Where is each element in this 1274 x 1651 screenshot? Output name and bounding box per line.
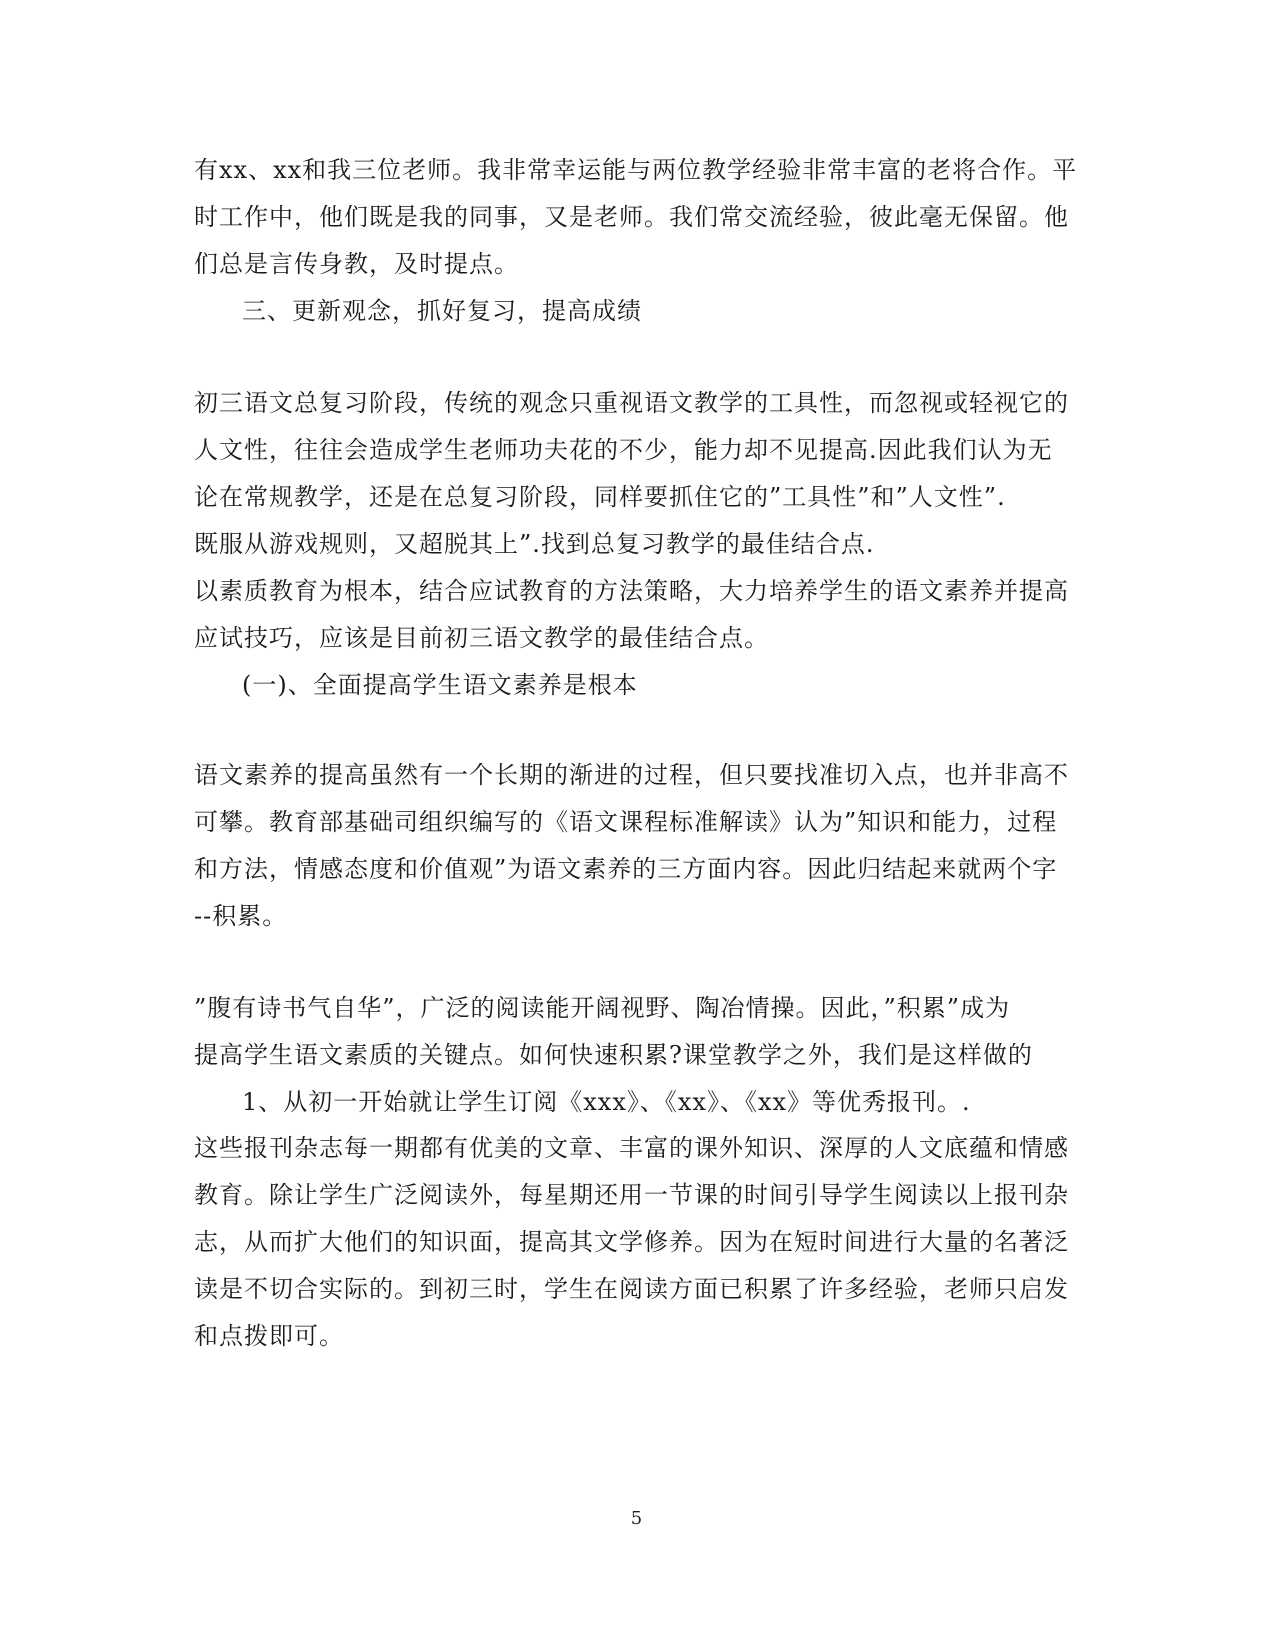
text-line: 语文素养的提高虽然有一个长期的渐进的过程，但只要找准切入点，也并非高不 bbox=[194, 761, 1069, 789]
subsection-heading: (一)、全面提高学生语文素养是根本 bbox=[242, 671, 638, 699]
text-line: 志，从而扩大他们的知识面，提高其文学修养。因为在短时间进行大量的名著泛 bbox=[194, 1228, 1069, 1256]
text-line: 人文性，往往会造成学生老师功夫花的不少，能力却不见提高.因此我们认为无 bbox=[194, 436, 1053, 464]
text-line: 可攀。教育部基础司组织编写的《语文课程标准解读》认为”知识和能力，过程 bbox=[194, 808, 1058, 836]
text-line: 既服从游戏规则，又超脱其上”.找到总复习教学的最佳结合点. bbox=[194, 530, 875, 558]
text-line: 教育。除让学生广泛阅读外，每星期还用一节课的时间引导学生阅读以上报刊杂 bbox=[194, 1181, 1069, 1209]
text-line: 们总是言传身教，及时提点。 bbox=[194, 250, 519, 278]
text-line: 以素质教育为根本，结合应试教育的方法策略，大力培养学生的语文素养并提高 bbox=[194, 577, 1069, 605]
list-item: 1、从初一开始就让学生订阅《xxx》、《xx》、《xx》等优秀报刊。. bbox=[242, 1088, 971, 1116]
text-line: 这些报刊杂志每一期都有优美的文章、丰富的课外知识、深厚的人文底蕴和情感 bbox=[194, 1134, 1069, 1162]
text-line: 论在常规教学，还是在总复习阶段，同样要抓住它的”工具性”和”人文性”. bbox=[194, 483, 1006, 511]
section-heading: 三、更新观念，抓好复习，提高成绩 bbox=[242, 297, 642, 325]
text-line: 提高学生语文素质的关键点。如何快速积累?课堂教学之外，我们是这样做的 bbox=[194, 1041, 1033, 1069]
page-number: 5 bbox=[630, 1508, 644, 1529]
text-line: 和方法，情感态度和价值观”为语文素养的三方面内容。因此归结起来就两个字 bbox=[194, 855, 1058, 883]
text-line: 有xx、xx和我三位老师。我非常幸运能与两位教学经验非常丰富的老将合作。平 bbox=[194, 156, 1078, 184]
text-line: 时工作中，他们既是我的同事，又是老师。我们常交流经验，彼此毫无保留。他 bbox=[194, 203, 1069, 231]
text-line: 初三语文总复习阶段，传统的观念只重视语文教学的工具性，而忽视或轻视它的 bbox=[194, 389, 1069, 417]
text-line: 应试技巧，应该是目前初三语文教学的最佳结合点。 bbox=[194, 624, 769, 652]
text-line: 读是不切合实际的。到初三时，学生在阅读方面已积累了许多经验，老师只启发 bbox=[194, 1275, 1069, 1303]
text-line: 和点拨即可。 bbox=[194, 1322, 344, 1350]
text-line: ”腹有诗书气自华”，广泛的阅读能开阔视野、陶冶情操。因此，”积累”成为 bbox=[194, 994, 1011, 1022]
text-line: --积累。 bbox=[194, 902, 288, 930]
